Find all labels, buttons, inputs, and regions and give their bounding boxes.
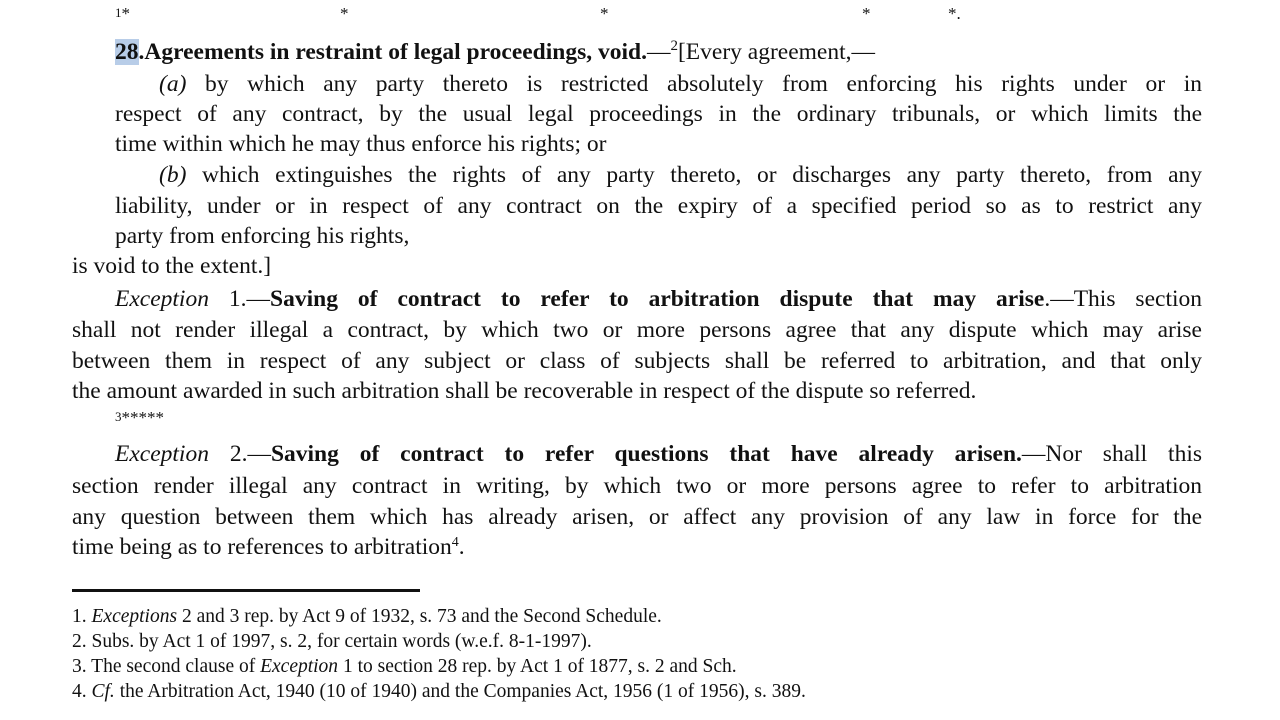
omission-star: * bbox=[600, 4, 609, 23]
footnote-ref-1: 1* bbox=[115, 4, 130, 23]
exception2-line4: time being as to references to arbitration$^4$. bbox=[72, 534, 465, 560]
clause-a-line2: respect of any contract, by the usual legal proceedings in the ordinary tribunals, or which limits the bbox=[115, 101, 1202, 127]
clause-b-line3: party from enforcing his rights, bbox=[115, 223, 410, 249]
exception1-heading-line: Exception 1.—Saving of contract to refer to arbitration dispute that may arise.—This section bbox=[115, 286, 1202, 312]
omitted-provisions-marks bbox=[0, 2, 1280, 26]
footnote-2: 2. Subs. by Act 1 of 1997, s. 2, for certain words (w.e.f. 8-1-1997). bbox=[72, 631, 592, 652]
exception1-line4: the amount awarded in such arbitration shall be recoverable in respect of the dispute so referred. bbox=[72, 378, 977, 404]
exception1-line2: shall not render illegal a contract, by which two or more persons agree that any dispute which may arise bbox=[72, 317, 1202, 343]
section-title: .Agreements in restraint of legal proceedings, void. bbox=[138, 39, 647, 65]
clause-a-line3: time within which he may thus enforce his rights; or bbox=[115, 131, 607, 157]
clause-a-line1: (a) by which any party thereto is restricted absolutely from enforcing his rights under or in bbox=[159, 71, 1203, 97]
footnote-3: 3. The second clause of Exception 1 to section 28 rep. by Act 1 of 1877, s. 2 and Sch. bbox=[72, 656, 737, 677]
footnote-divider bbox=[72, 589, 420, 592]
footnote-ref-4: 4 bbox=[451, 535, 459, 550]
omission-marker: 3***** bbox=[115, 408, 164, 427]
clause-b-line2: liability, under or in respect of any contract on the expiry of a specified period so as to restrict any bbox=[115, 193, 1202, 219]
footnote-ref-2: 2 bbox=[670, 38, 678, 54]
section-number: 28 bbox=[115, 39, 139, 65]
clause-b-line1: (b) which extinguishes the rights of any party thereto, or discharges any party thereto, from any bbox=[159, 162, 1203, 188]
void-extent-line: is void to the extent.] bbox=[72, 253, 272, 279]
exception2-line2: section render illegal any contract in writing, by which two or more persons agree to refer to arbitration bbox=[72, 473, 1202, 499]
section-heading: 28.Agreements in restraint of legal proceedings, void.—$^2$[Every agreement,— bbox=[115, 38, 876, 65]
exception1-line3: between them in respect of any subject or class of subjects shall be referred to arbitration, and that only bbox=[72, 348, 1202, 374]
footnote-1: 1. Exceptions 2 and 3 rep. by Act 9 of 1932, s. 73 and the Second Schedule. bbox=[72, 606, 662, 627]
exception2-heading-line: Exception 2.—Saving of contract to refer questions that have already arisen.—Nor shall this bbox=[115, 441, 1202, 467]
footnote-ref-3: 3 bbox=[115, 409, 122, 424]
exception2-line3: any question between them which has already arisen, or affect any provision of any law in force for the bbox=[72, 504, 1202, 530]
footnote-4: 4. Cf. the Arbitration Act, 1940 (10 of 1940) and the Companies Act, 1956 (1 of 1956), s. 389. bbox=[72, 681, 806, 702]
omission-star: * bbox=[340, 4, 349, 23]
omission-star: * bbox=[862, 4, 871, 23]
omission-star: *. bbox=[948, 4, 961, 23]
